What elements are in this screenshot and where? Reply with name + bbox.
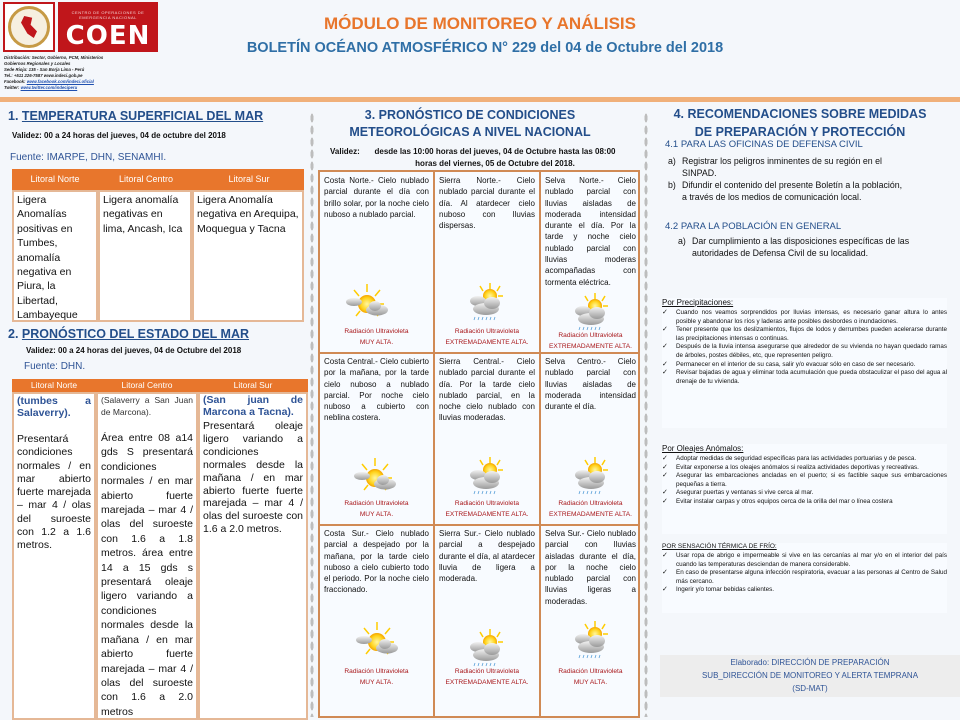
forecast-cell-sierra-sur: Sierra Sur.- Cielo nublado parcial a despejado durante el día, al atardecer lluvia de ligera a moderada. xyxy=(439,529,535,584)
uv-label: Radiación Ultravioleta xyxy=(558,332,623,339)
check-icon: ✓ xyxy=(662,489,668,497)
uv-label: Radiación Ultravioleta xyxy=(558,500,623,507)
uv-label: Radiación Ultravioleta xyxy=(344,668,409,675)
check-icon: ✓ xyxy=(662,326,668,334)
contact-line: Tel.: +511 226-7587 www.indeci.gob.pe xyxy=(4,73,83,78)
check-icon: ✓ xyxy=(662,552,668,559)
coen-logo xyxy=(58,2,158,52)
section2-number: 2. xyxy=(8,327,19,341)
uv-index xyxy=(320,326,433,348)
check-icon: ✓ xyxy=(662,497,668,505)
precipitation-recommendations xyxy=(662,298,947,428)
uv-index xyxy=(320,666,433,688)
seal-ring-icon xyxy=(8,6,50,48)
check-item-text: Asegurar puertas y ventanas si vive cerca al mar. xyxy=(676,489,814,497)
waves-heading: Por Oleajes Anómalos: xyxy=(662,444,744,453)
cold-sensation-recommendations xyxy=(662,543,947,613)
check-item xyxy=(662,552,947,569)
uv-index xyxy=(541,666,640,688)
grid-divider xyxy=(433,172,435,716)
recommendation-item xyxy=(668,180,908,203)
column-header: Litoral Norte xyxy=(30,174,80,184)
precipitation-heading: Por Precipitaciones: xyxy=(662,298,734,307)
sun-cloud-rain-icon xyxy=(565,456,615,498)
check-item xyxy=(662,489,947,498)
item-text: Registrar los peligros inminentes de su región en el SINPAD. xyxy=(682,156,882,178)
forecast-cell-sierra-norte: Sierra Norte.- Cielo nublado parcial durante el día. Al atardecer cielo nuboso con lluvias dispersas. xyxy=(439,176,535,231)
bulletin-subtitle: BOLETÍN OCÉANO ATMOSFÉRICO N° 229 del 04 de Octubre del 2018 xyxy=(246,40,724,56)
zone-text: Área entre 08 a14 gds S presentará condiciones normales / en mar abierto fuerte marejada – mar 4 / olas del suroeste con 1.6 a 1.8 metros. área entre 14 a 15 gds s presentará oleaje ligero variando a condiciones normales desde la mañana / en mar abierto fuerte marejada – mar 4 / olas del suroeste con 1.6 a 2.0 metros xyxy=(101,432,193,718)
recommendation-item xyxy=(678,236,928,259)
table-cell xyxy=(96,392,198,720)
uv-level: EXTREMADAMENTE ALTA. xyxy=(445,339,529,346)
check-item xyxy=(662,586,947,595)
section2-source: Fuente: DHN. xyxy=(24,361,86,372)
forecast-cell-sierra-central: Sierra Central.- Cielo nublado parcial durante el día. Por la tarde cielo nublado parcial, en la noche cielo nublado con lluvias moderadas. xyxy=(439,357,535,423)
check-item xyxy=(662,343,947,360)
section1-number: 1. xyxy=(8,109,19,123)
sun-cloud-icon xyxy=(352,620,402,662)
check-item-text: Evitar exponerse a los oleajes anómalos si realiza actividades deportivas y recreativas. xyxy=(676,463,919,471)
section3-title xyxy=(320,107,620,141)
check-item xyxy=(662,472,947,489)
sun-cloud-icon xyxy=(350,456,400,498)
grid-divider xyxy=(320,352,638,354)
check-item-text: En caso de presentarse alguna infección respiratoria, evacuar a las personas al Centro de Salud más cercano. xyxy=(676,569,947,585)
column-separator xyxy=(644,112,648,717)
check-icon: ✓ xyxy=(662,586,668,594)
uv-level: EXTREMADAMENTE ALTA. xyxy=(549,511,632,518)
uv-level: MUY ALTA. xyxy=(573,679,608,686)
validity-label: Validez: xyxy=(330,147,360,156)
twitter-label: Twitter: xyxy=(4,85,20,90)
footer-credits xyxy=(660,655,960,697)
weather-forecast-grid xyxy=(318,170,640,718)
facebook-label: Facebook: xyxy=(4,79,26,84)
uv-label: Radiación Ultravioleta xyxy=(344,328,409,335)
section1-title-text: TEMPERATURA SUPERFICIAL DEL MAR xyxy=(21,109,264,123)
check-item xyxy=(662,455,947,464)
column-header: Litoral Norte xyxy=(30,380,78,390)
zone-label: (tumbes a Salaverry). xyxy=(17,395,91,419)
section2-title-text: PRONÓSTICO DEL ESTADO DEL MAR xyxy=(21,327,250,341)
section2-table-header xyxy=(12,379,308,392)
uv-level: EXTREMADAMENTE ALTA. xyxy=(445,679,529,686)
sun-cloud-rain-icon xyxy=(565,292,615,334)
indeci-seal-logo xyxy=(3,2,55,52)
section4-title-line: DE PREPARACIÓN Y PROTECCIÓN xyxy=(694,125,906,139)
forecast-cell-costa-sur: Costa Sur.- Cielo nublado parcial a despejado por la mañana, por la tarde cielo nuboso a cielo cubierto todo el periodo. Por la noche cielo fraccionado. xyxy=(324,529,429,595)
forecast-cell-selva-centro: Selva Centro.- Cielo nublado parcial con lluvias aisladas de moderada intensidad durante el día. xyxy=(545,357,636,412)
check-item-text: Después de la lluvia intensa asegurarse que alrededor de su vivienda no hayan quedado ramas de árboles, postes débiles, etc, que representen peligro. xyxy=(676,343,947,359)
uv-index xyxy=(435,498,539,520)
zone-text: Presentará oleaje ligero variando a condiciones normales desde la mañana / en mar abierto fuerte fuerte marejada – mar 4 / olas del suroeste con 1.6 a 2.0 metros. xyxy=(203,420,303,536)
sun-cloud-rain-icon xyxy=(460,456,510,498)
coen-logo-text: COEN xyxy=(65,21,151,51)
sun-cloud-rain-icon xyxy=(565,620,615,662)
check-item-text: Tener presente que los deslizamientos, flujos de lodos y derrumbes pueden acelerarse durante las precipitaciones intensas o continuas. xyxy=(676,326,947,342)
forecast-cell-costa-central: Costa Central.- Cielo cubierto por la mañana, por la tarde cielo nuboso a nublado parcial. Por noche cielo nuboso a cubierto con neblina costera. xyxy=(324,357,429,423)
footer-line: Elaborado: DIRECCIÓN DE PREPARACIÓN xyxy=(730,658,890,667)
header-divider xyxy=(0,97,960,102)
subsection-4-2: 4.2 PARA LA POBLACIÓN EN GENERAL xyxy=(665,221,842,232)
uv-level: MUY ALTA. xyxy=(359,679,394,686)
uv-label: Radiación Ultravioleta xyxy=(558,668,623,675)
check-icon: ✓ xyxy=(662,455,668,462)
check-icon: ✓ xyxy=(662,343,668,351)
check-item xyxy=(662,361,947,370)
uv-index xyxy=(435,326,539,348)
uv-index xyxy=(541,498,640,520)
uv-label: Radiación Ultravioleta xyxy=(454,668,520,675)
contact-line: Distribución: Sector, Gobierno, PCM, Ministerios xyxy=(4,55,104,60)
zone-label: (San juan de Marcona a Tacna). xyxy=(203,394,303,418)
column-header: Litoral Centro xyxy=(118,174,174,184)
contact-line: Gobiernos Regionales y Locales xyxy=(4,61,71,66)
section4-title xyxy=(652,105,948,141)
validity-text: desde las 10:00 horas del jueves, 04 de Octubre hasta las 08:00 horas del viernes, 05 de Octubre del 2018. xyxy=(374,147,616,168)
section1-validity: Validez: 00 a 24 horas del jueves, 04 de octubre del 2018 xyxy=(12,131,226,140)
check-icon: ✓ xyxy=(662,569,668,577)
column-header: Litoral Centro xyxy=(121,380,173,390)
uv-level: MUY ALTA. xyxy=(359,339,394,346)
section3-title-line: METEOROLÓGICAS A NIVEL NACIONAL xyxy=(349,125,591,139)
check-item xyxy=(662,309,947,326)
check-item-text: Adoptar medidas de seguridad específicas para las actividades portuarias y de pesca. xyxy=(676,455,917,462)
check-item xyxy=(662,464,947,473)
uv-level: EXTREMADAMENTE ALTA. xyxy=(445,511,529,518)
uv-level: EXTREMADAMENTE ALTA. xyxy=(549,343,632,350)
uv-index xyxy=(541,330,640,352)
uv-index xyxy=(435,666,539,688)
footer-line: (SD-MAT) xyxy=(792,684,828,693)
section4-title-line: 4. RECOMENDACIONES SOBRE MEDIDAS xyxy=(673,107,927,121)
section3-title-line: 3. PRONÓSTICO DE CONDICIONES xyxy=(364,108,576,122)
table-cell: Ligera anomalía negativas en lima, Ancash, Ica xyxy=(98,190,192,322)
table-cell xyxy=(12,392,96,720)
recommendation-item xyxy=(668,156,912,179)
table-cell: Ligera Anomalías positivas en Tumbes, anomalía negativa en Piura, la Libertad, Lambayeque xyxy=(12,190,98,322)
item-marker: a) xyxy=(678,236,686,246)
table-cell xyxy=(198,392,308,720)
coen-logo-subtitle: CENTRO DE OPERACIONES DE EMERGENCIA NACIONAL xyxy=(71,10,145,20)
column-header: Litoral Sur xyxy=(228,174,270,184)
check-item-text: Asegurar las embarcaciones ancladas en el puerto; si es factible saque sus embarcaciones pequeñas a tierra. xyxy=(676,472,947,488)
uv-label: Radiación Ultravioleta xyxy=(344,500,409,507)
twitter-link[interactable]: www.twitter.com/indeciperu xyxy=(20,85,78,90)
uv-label: Radiación Ultravioleta xyxy=(454,500,520,507)
check-item-text: Cuando nos veamos sorprendidos por lluvias intensas, es necesario ganar altura lo antes posible y abandonar los ríos y laderas ante posibles desbordes o inundaciones. xyxy=(676,309,947,325)
check-icon: ✓ xyxy=(662,369,668,377)
sun-cloud-rain-icon xyxy=(460,282,510,324)
anomalous-waves-recommendations xyxy=(662,444,947,534)
contact-block xyxy=(4,55,194,91)
check-icon: ✓ xyxy=(662,472,668,480)
contact-line: Sede Rioja: 135 - San Borja Lima - Perú xyxy=(4,67,85,72)
uv-index xyxy=(320,498,433,520)
column-header: Litoral Sur xyxy=(233,380,273,390)
item-text: Dar cumplimiento a las disposiciones específicas de las autoridades de Defensa Civil de su localidad. xyxy=(692,236,910,258)
check-icon: ✓ xyxy=(662,360,668,368)
check-item xyxy=(662,498,947,507)
sun-cloud-icon xyxy=(342,282,392,324)
item-marker: b) xyxy=(668,180,676,190)
check-item-text: Usar ropa de abrigo e impermeable si vive en las cercanías al mar y/o en el interior del país cuando las temperaturas desciendan de manera considerable. xyxy=(676,552,947,568)
zone-label: (Salaverry a San Juan de Marcona). xyxy=(101,395,193,417)
peru-map-icon xyxy=(21,16,37,38)
table-cell: Ligera Anomalía negativa en Arequipa, Moquegua y Tacna xyxy=(192,190,304,322)
forecast-cell-selva-sur: Selva Sur.- Cielo nublado parcial con lluvias aisladas durante el día, por la noche cielo nublado parcial con lluvias ligeras a moderadas. xyxy=(545,529,636,606)
facebook-link[interactable]: www.facebook.com/indeci.oficial xyxy=(26,79,94,84)
page-title: MÓDULO DE MONITOREO Y ANÁLISIS xyxy=(323,14,636,33)
check-item xyxy=(662,569,947,586)
check-item-text: Permanecer en el interior de su casa, salir y/o evacuar sólo en caso de ser necesario. xyxy=(676,360,916,368)
check-icon: ✓ xyxy=(662,463,668,471)
item-marker: a) xyxy=(668,156,676,166)
forecast-cell-selva-norte: Selva Norte.- Cielo nublado parcial con lluvias aisladas de moderada intensidad durante el día. Por la tarde y noche cielo nublado parcial con lluvias moderas acompañadas con tormenta eléctrica. xyxy=(545,176,636,287)
check-item xyxy=(662,369,947,386)
item-text: Difundir el contenido del presente Boletín a la población, a través de los medios de comunicación local. xyxy=(682,180,903,202)
uv-level: MUY ALTA. xyxy=(359,511,394,518)
column-separator xyxy=(310,112,314,717)
cold-heading: POR SENSACIÓN TÉRMICA DE FRÍO: xyxy=(662,543,777,550)
section2-validity: Validez: 00 a 24 horas del jueves, 04 de Octubre del 2018 xyxy=(26,346,242,355)
forecast-cell-costa-norte: Costa Norte.- Cielo nublado parcial durante el día con brillo solar, por la noche cielo nuboso a nublado parcial. xyxy=(324,176,429,219)
section1-title xyxy=(8,109,263,123)
footer-line: SUB_DIRECCIÓN DE MONITOREO Y ALERTA TEMPRANA xyxy=(701,671,919,680)
zone-text: Presentará condiciones normales / en mar abierto fuerte marejada – mar 4 / olas del suroeste con 1.2 a 1.6 metros. xyxy=(17,433,91,552)
check-item-text: Revisar bajadas de agua y eliminar toda acumulación que pueda obstaculizar el paso del agua al drenaje de tu vivienda. xyxy=(676,369,947,385)
check-item-text: Evitar instalar carpas y otros equipos cerca de la orilla del mar o línea costera xyxy=(676,497,893,505)
check-item-text: Ingerir y/o tomar bebidas calientes. xyxy=(676,586,775,594)
subsection-4-1: 4.1 PARA LAS OFICINAS DE DEFENSA CIVIL xyxy=(665,139,863,150)
check-icon: ✓ xyxy=(662,309,668,316)
section3-validity xyxy=(330,146,620,170)
grid-divider xyxy=(320,524,638,526)
check-item xyxy=(662,326,947,343)
section1-source: Fuente: IMARPE, DHN, SENAMHI. xyxy=(10,152,167,163)
section2-title xyxy=(8,327,249,341)
uv-label: Radiación Ultravioleta xyxy=(454,328,520,335)
sun-cloud-rain-icon xyxy=(460,628,510,670)
section1-table-header xyxy=(12,169,304,190)
